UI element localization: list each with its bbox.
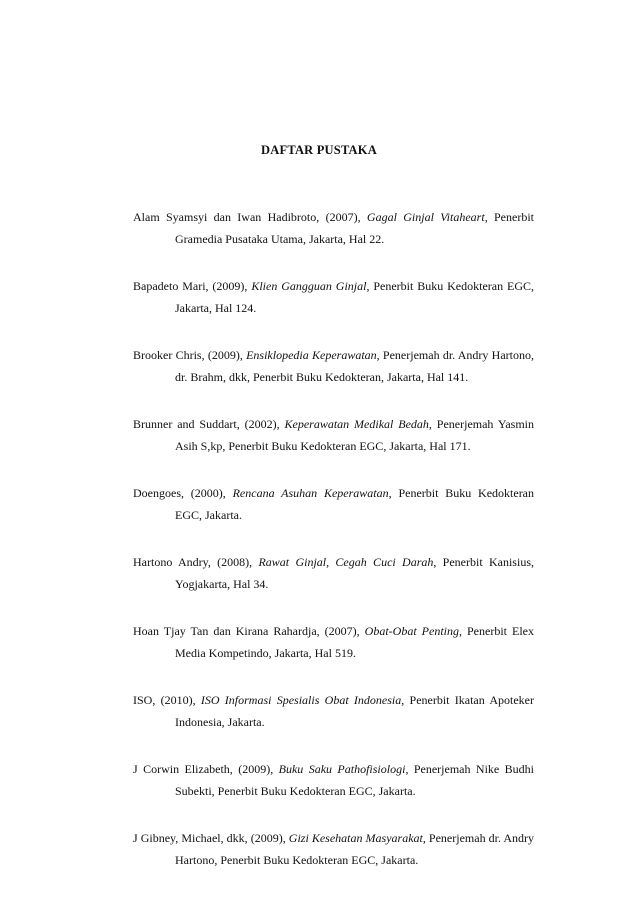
reference-authors: J Gibney, Michael, dkk, (2009), xyxy=(133,831,289,845)
reference-authors: ISO, (2010), xyxy=(133,693,201,707)
reference-publisher: , Penerbit Buku Kedokteran EGC, Jakarta, Hal 124. xyxy=(175,279,534,315)
reference-item xyxy=(133,413,534,457)
reference-title: Ensiklopedia Keperawatan xyxy=(246,348,377,362)
reference-publisher: , Penerbit Gramedia Pusataka Utama, Jakarta, Hal 22. xyxy=(175,210,535,246)
reference-item xyxy=(133,206,534,250)
reference-authors: Bapadeto Mari, (2009), xyxy=(133,279,252,293)
reference-title: Gizi Kesehatan Masyarakat xyxy=(288,831,423,845)
reference-item xyxy=(133,482,534,526)
reference-list xyxy=(133,206,534,896)
reference-title: Keperawatan Medikal Bedah xyxy=(284,417,429,431)
reference-title: Rawat Ginjal, Cegah Cuci Darah xyxy=(258,555,434,569)
reference-publisher: , Penerbit Elex Media Kompetindo, Jakarta, Hal 519. xyxy=(175,624,534,660)
reference-authors: J Corwin Elizabeth, (2009), xyxy=(133,762,279,776)
reference-item xyxy=(133,275,534,319)
reference-item xyxy=(133,620,534,664)
reference-authors: Brunner and Suddart, (2002), xyxy=(133,417,285,431)
reference-title: Gagal Ginjal Vitaheart xyxy=(366,210,485,224)
page-title: DAFTAR PUSTAKA xyxy=(261,143,377,157)
reference-publisher: , Penerbit Kanisius, Yogjakarta, Hal 34. xyxy=(175,555,534,591)
reference-authors: Brooker Chris, (2009), xyxy=(133,348,247,362)
reference-title: Buku Saku Pathofisiologi xyxy=(278,762,406,776)
reference-item xyxy=(133,689,534,733)
reference-publisher: , Penerbit Ikatan Apoteker Indonesia, Jakarta. xyxy=(175,693,535,729)
reference-authors: Hartono Andry, (2008), xyxy=(133,555,259,569)
reference-publisher: , Penerjemah Yasmin Asih S,kp, Penerbit Buku Kedokteran EGC, Jakarta, Hal 171. xyxy=(175,417,534,453)
reference-item xyxy=(133,827,534,871)
reference-item xyxy=(133,344,534,388)
reference-publisher: , Penerbit Buku Kedokteran EGC, Jakarta. xyxy=(175,486,535,522)
reference-authors: Alam Syamsyi dan Iwan Hadibroto, (2007), xyxy=(133,210,367,224)
reference-title: Rencana Asuhan Keperawatan xyxy=(232,486,389,500)
reference-authors: Doengoes, (2000), xyxy=(133,486,233,500)
reference-title: Obat-Obat Penting xyxy=(364,624,459,638)
reference-publisher: , Penerjemah dr. Andry Hartono, dr. Brahm, dkk, Penerbit Buku Kedokteran, Jakarta, Hal 141. xyxy=(175,348,534,384)
reference-title: Klien Gangguan Ginjal xyxy=(251,279,367,293)
reference-publisher: , Penerjemah dr. Andry Hartono, Penerbit Buku Kedokteran EGC, Jakarta. xyxy=(175,831,534,867)
reference-item xyxy=(133,551,534,595)
reference-authors: Hoan Tjay Tan dan Kirana Rahardja, (2007), xyxy=(133,624,365,638)
reference-title: ISO Informasi Spesialis Obat Indonesia xyxy=(200,693,402,707)
reference-publisher: , Penerjemah Nike Budhi Subekti, Penerbit Buku Kedokteran EGC, Jakarta. xyxy=(175,762,534,798)
reference-item xyxy=(133,758,534,802)
